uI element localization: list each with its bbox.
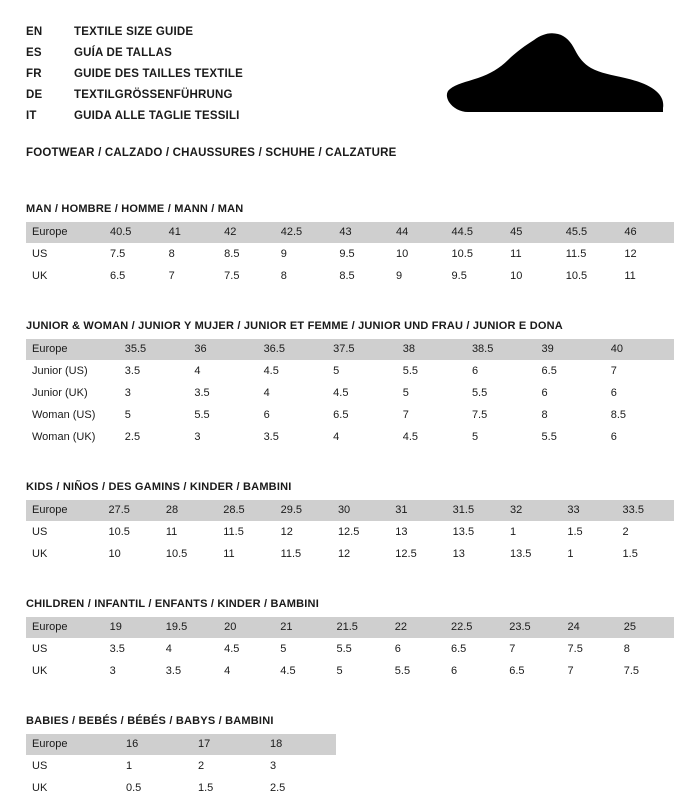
cell: 4.5	[258, 361, 328, 383]
size-table-man	[26, 222, 674, 288]
cell: 7.5	[562, 639, 618, 661]
language-title: GUIDE DES TAILLES TEXTILE	[74, 68, 243, 80]
cell: 31.5	[447, 500, 504, 522]
cell: 7.5	[466, 405, 536, 427]
cell: 11.5	[217, 522, 274, 544]
cell: 9	[390, 266, 446, 288]
cell: 7	[163, 266, 219, 288]
cell: 20	[218, 617, 274, 639]
cell: 1	[504, 522, 561, 544]
cell: 2	[617, 522, 674, 544]
cell: 6	[605, 427, 674, 449]
cell: 10.5	[446, 244, 505, 266]
table-row	[26, 339, 674, 361]
cell: 3	[119, 383, 189, 405]
cell: 3.5	[119, 361, 189, 383]
cell: 4	[160, 639, 218, 661]
cell: 2.5	[264, 778, 336, 800]
language-code: IT	[26, 110, 37, 122]
cell: 6.5	[327, 405, 397, 427]
table-row	[26, 383, 674, 405]
cell: 45.5	[560, 222, 619, 244]
cell: 1	[120, 756, 192, 778]
row-label: UK	[26, 778, 120, 800]
group-title: KIDS / NIÑOS / DES GAMINS / KINDER / BAMBINI	[26, 481, 292, 493]
cell: 40	[605, 339, 674, 361]
cell: 11	[217, 544, 274, 566]
size-table-kids	[26, 500, 674, 566]
cell: 31	[389, 500, 446, 522]
cell: 36	[188, 339, 257, 361]
cell: 19.5	[160, 617, 218, 639]
row-label: Europe	[26, 339, 119, 361]
cell: 4.5	[397, 427, 466, 449]
cell: 7.5	[618, 661, 674, 683]
cell: 10	[504, 266, 560, 288]
cell: 6	[466, 361, 536, 383]
language-code: FR	[26, 68, 42, 80]
cell: 28	[160, 500, 217, 522]
size-group-children	[26, 598, 674, 683]
cell: 5.5	[536, 427, 605, 449]
cell: 23.5	[503, 617, 561, 639]
row-label: US	[26, 756, 120, 778]
row-label: US	[26, 244, 104, 266]
group-title: JUNIOR & WOMAN / JUNIOR Y MUJER / JUNIOR ET FEMME / JUNIOR UND FRAU / JUNIOR E DONA	[26, 320, 563, 332]
row-label: Woman (US)	[26, 405, 119, 427]
row-label: Europe	[26, 500, 103, 522]
cell: 33.5	[617, 500, 674, 522]
table-row	[26, 427, 674, 449]
cell: 7.5	[104, 244, 163, 266]
cell: 22	[389, 617, 445, 639]
row-label: UK	[26, 661, 104, 683]
cell: 12	[332, 544, 389, 566]
cell: 42.5	[275, 222, 334, 244]
cell: 8.5	[333, 266, 390, 288]
cell: 12	[275, 522, 332, 544]
table-row	[26, 266, 674, 288]
row-label: Junior (UK)	[26, 383, 119, 405]
cell: 24	[562, 617, 618, 639]
row-label: UK	[26, 266, 104, 288]
table-row	[26, 639, 674, 661]
cell: 6.5	[503, 661, 561, 683]
cell: 8.5	[605, 405, 674, 427]
cell: 11	[160, 522, 217, 544]
cell: 29.5	[275, 500, 332, 522]
cell: 11.5	[275, 544, 332, 566]
cell: 1	[561, 544, 616, 566]
cell: 3.5	[188, 383, 257, 405]
cell: 13	[389, 522, 446, 544]
language-code: DE	[26, 89, 43, 101]
group-title: CHILDREN / INFANTIL / ENFANTS / KINDER / BAMBINI	[26, 598, 319, 610]
cell: 6	[389, 639, 445, 661]
group-title: BABIES / BEBÉS / BÉBÉS / BABYS / BAMBINI	[26, 715, 274, 727]
group-title: MAN / HOMBRE / HOMME / MANN / MAN	[26, 203, 244, 215]
cell: 5	[466, 427, 536, 449]
row-label: Europe	[26, 617, 104, 639]
cell: 7	[605, 361, 674, 383]
cell: 2	[192, 756, 264, 778]
cell: 7	[397, 405, 466, 427]
cell: 21.5	[330, 617, 388, 639]
cell: 5.5	[466, 383, 536, 405]
cell: 25	[618, 617, 674, 639]
cell: 5	[119, 405, 189, 427]
page-header	[26, 22, 674, 159]
cell: 22.5	[445, 617, 503, 639]
table-row	[26, 244, 674, 266]
cell: 13	[447, 544, 504, 566]
cell: 5	[397, 383, 466, 405]
cell: 5	[274, 639, 330, 661]
cell: 3	[188, 427, 257, 449]
language-title: TEXTILGRÖSSENFÜHRUNG	[74, 89, 233, 101]
cell: 21	[274, 617, 330, 639]
table-row	[26, 617, 674, 639]
cell: 27.5	[103, 500, 160, 522]
cell: 12.5	[389, 544, 446, 566]
cell: 10.5	[103, 522, 160, 544]
cell: 1.5	[561, 522, 616, 544]
cell: 3.5	[160, 661, 218, 683]
table-row	[26, 405, 674, 427]
cell: 9	[275, 244, 334, 266]
cell: 3	[104, 661, 160, 683]
cell: 6	[258, 405, 328, 427]
cell: 40.5	[104, 222, 163, 244]
cell: 5.5	[330, 639, 388, 661]
cell: 7	[562, 661, 618, 683]
cell: 8	[618, 639, 674, 661]
cell: 4.5	[218, 639, 274, 661]
size-table-junior-woman	[26, 339, 674, 449]
table-row	[26, 661, 674, 683]
language-code: EN	[26, 26, 43, 38]
cell: 6	[605, 383, 674, 405]
cell: 5.5	[188, 405, 257, 427]
cell: 43	[333, 222, 390, 244]
cell: 11	[618, 266, 674, 288]
cell: 5.5	[397, 361, 466, 383]
cell: 44	[390, 222, 446, 244]
cell: 46	[618, 222, 674, 244]
cell: 7	[503, 639, 561, 661]
cell: 9.5	[333, 244, 390, 266]
cell: 2.5	[119, 427, 189, 449]
cell: 8.5	[218, 244, 275, 266]
cell: 10	[103, 544, 160, 566]
cell: 12.5	[332, 522, 389, 544]
size-group-junior-woman	[26, 320, 674, 449]
cell: 5	[327, 361, 397, 383]
cell: 4.5	[274, 661, 330, 683]
cell: 11	[504, 244, 560, 266]
cell: 1.5	[617, 544, 674, 566]
language-title: GUIDA ALLE TAGLIE TESSILI	[74, 110, 240, 122]
cell: 30	[332, 500, 389, 522]
cell: 44.5	[446, 222, 505, 244]
cell: 38.5	[466, 339, 536, 361]
cell: 12	[618, 244, 674, 266]
cell: 5	[330, 661, 388, 683]
cell: 4	[188, 361, 257, 383]
cell: 17	[192, 734, 264, 756]
row-label: US	[26, 639, 104, 661]
cell: 10.5	[160, 544, 217, 566]
cell: 6	[445, 661, 503, 683]
cell: 32	[504, 500, 561, 522]
cell: 6	[536, 383, 605, 405]
cell: 8	[536, 405, 605, 427]
cell: 4	[218, 661, 274, 683]
row-label: Woman (UK)	[26, 427, 119, 449]
cell: 36.5	[258, 339, 328, 361]
cell: 5.5	[389, 661, 445, 683]
cell: 13.5	[504, 544, 561, 566]
row-label: US	[26, 522, 103, 544]
table-row	[26, 734, 336, 756]
cell: 4	[327, 427, 397, 449]
cell: 39	[536, 339, 605, 361]
category-heading: FOOTWEAR / CALZADO / CHAUSSURES / SCHUHE / CALZATURE	[26, 147, 397, 159]
cell: 4	[258, 383, 328, 405]
cell: 33	[561, 500, 616, 522]
cell: 8	[275, 266, 334, 288]
size-group-man	[26, 203, 674, 288]
cell: 4.5	[327, 383, 397, 405]
cell: 3.5	[104, 639, 160, 661]
row-label: Europe	[26, 222, 104, 244]
table-row	[26, 544, 674, 566]
cell: 3.5	[258, 427, 328, 449]
table-row	[26, 500, 674, 522]
cell: 16	[120, 734, 192, 756]
cell: 0.5	[120, 778, 192, 800]
cell: 37.5	[327, 339, 397, 361]
size-table-children	[26, 617, 674, 683]
language-code: ES	[26, 47, 42, 59]
size-group-kids	[26, 481, 674, 566]
cell: 7.5	[218, 266, 275, 288]
table-row	[26, 778, 336, 800]
size-group-babies	[26, 715, 674, 800]
cell: 10	[390, 244, 446, 266]
cell: 28.5	[217, 500, 274, 522]
table-row	[26, 522, 674, 544]
cell: 41	[163, 222, 219, 244]
cell: 1.5	[192, 778, 264, 800]
table-row	[26, 361, 674, 383]
cell: 42	[218, 222, 275, 244]
cell: 6.5	[445, 639, 503, 661]
cell: 19	[104, 617, 160, 639]
cell: 10.5	[560, 266, 619, 288]
cell: 9.5	[446, 266, 505, 288]
row-label: Europe	[26, 734, 120, 756]
cell: 38	[397, 339, 466, 361]
cell: 8	[163, 244, 219, 266]
cell: 18	[264, 734, 336, 756]
table-row	[26, 756, 336, 778]
cell: 6.5	[536, 361, 605, 383]
dress-shoe-icon	[438, 26, 668, 126]
cell: 6.5	[104, 266, 163, 288]
language-title: GUÍA DE TALLAS	[74, 47, 172, 59]
size-table-babies	[26, 734, 336, 800]
row-label: Junior (US)	[26, 361, 119, 383]
cell: 13.5	[447, 522, 504, 544]
language-title: TEXTILE SIZE GUIDE	[74, 26, 194, 38]
row-label: UK	[26, 544, 103, 566]
cell: 3	[264, 756, 336, 778]
table-row	[26, 222, 674, 244]
cell: 45	[504, 222, 560, 244]
cell: 11.5	[560, 244, 619, 266]
cell: 35.5	[119, 339, 189, 361]
